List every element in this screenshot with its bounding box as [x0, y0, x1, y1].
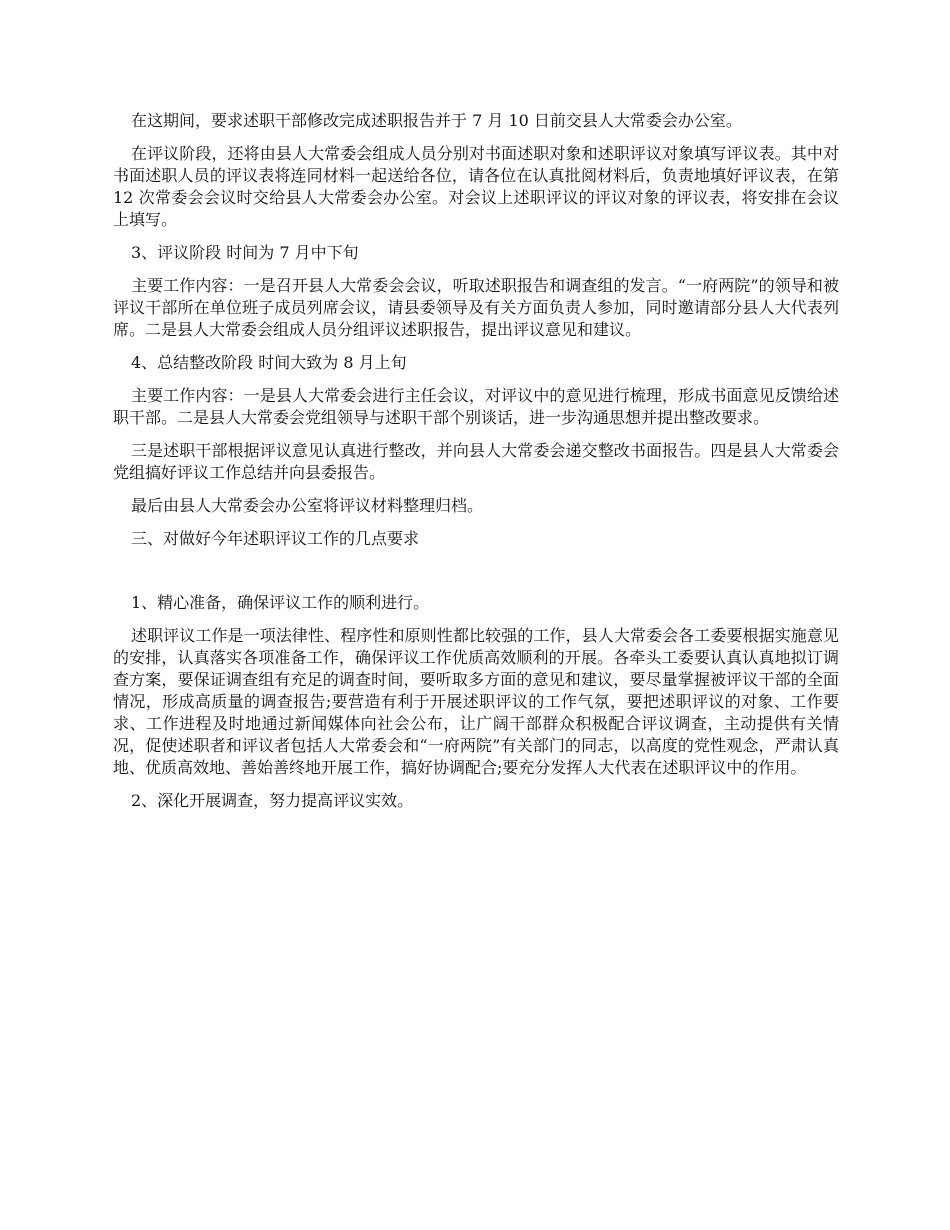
- heading-requirement-2: 2、深化开展调查，努力提高评议实效。: [131, 791, 414, 810]
- paragraph-stage-3-content: 主要工作内容：一是召开县人大常委会会议，听取述职报告和调查组的发言。“一府两院”的领导和被评议干部所在单位班子成员列席会议，请县委领导及有关方面负责人参加，同时邀请部分县人大代表列席。二是县人大常委会组成人员分组评议述职报告，提出评议意见和建议。: [113, 276, 839, 339]
- heading-section-3: 三、对做好今年述职评议工作的几点要求: [131, 529, 420, 548]
- document-body: [113, 110, 839, 823]
- heading-stage-4: 4、总结整改阶段 时间大致为 8 月上旬: [131, 353, 407, 372]
- paragraph-requirement-1-content: 述职评议工作是一项法律性、程序性和原则性都比较强的工作，县人大常委会各工委要根据实施意见的安排，认真落实各项准备工作，确保评议工作优质高效顺利的开展。各牵头工委要认真认真地拟订调查方案，要保证调查组有充足的调查时间，要听取多方面的意见和建议，要尽量掌握被评议干部的全面情况，形成高质量的调查报告;要营造有利于开展述职评议的工作气氛，要把述职评议的对象、工作要求、工作进程及时地通过新闻媒体向社会公布，让广阔干部群众积极配合评议调查，主动提供有关情况，促使述职者和评议者包括人大常委会和“一府两院”有关部门的同志，以高度的党性观念，严肃认真地、优质高效地、善始善终地开展工作，搞好协调配合;要充分发挥人大代表在述职评议中的作用。: [113, 626, 839, 777]
- paragraph-rectification: 三是述职干部根据评议意见认真进行整改，并向县人大常委会递交整改书面报告。四是县人大常委会党组搞好评议工作总结并向县委报告。: [113, 441, 839, 482]
- paragraph-archiving: 最后由县人大常委会办公室将评议材料整理归档。: [131, 496, 484, 515]
- paragraph-deadline: 在这期间，要求述职干部修改完成述职报告并于 7 月 10 日前交县人大常委会办公室。: [131, 111, 742, 130]
- heading-stage-3: 3、评议阶段 时间为 7 月中下旬: [131, 243, 359, 262]
- paragraph-evaluation-forms: 在评议阶段，还将由县人大常委会组成人员分别对书面述职对象和述职评议对象填写评议表。其中对书面述职人员的评议表将连同材料一起送给各位，请各位在认真批阅材料后，负责地填好评议表，在第 12 次常委会会议时交给县人大常委会办公室。对会议上述职评议的评议对象的评议表，将安排在会议上填写。: [113, 144, 839, 229]
- heading-requirement-1: 1、精心准备，确保评议工作的顺利进行。: [131, 593, 430, 612]
- paragraph-stage-4-content: 主要工作内容：一是县人大常委会进行主任会议，对评议中的意见进行梳理，形成书面意见反馈给述职干部。二是县人大常委会党组领导与述职干部个别谈话，进一步沟通思想并提出整改要求。: [113, 386, 839, 427]
- section-spacer: [113, 561, 839, 592]
